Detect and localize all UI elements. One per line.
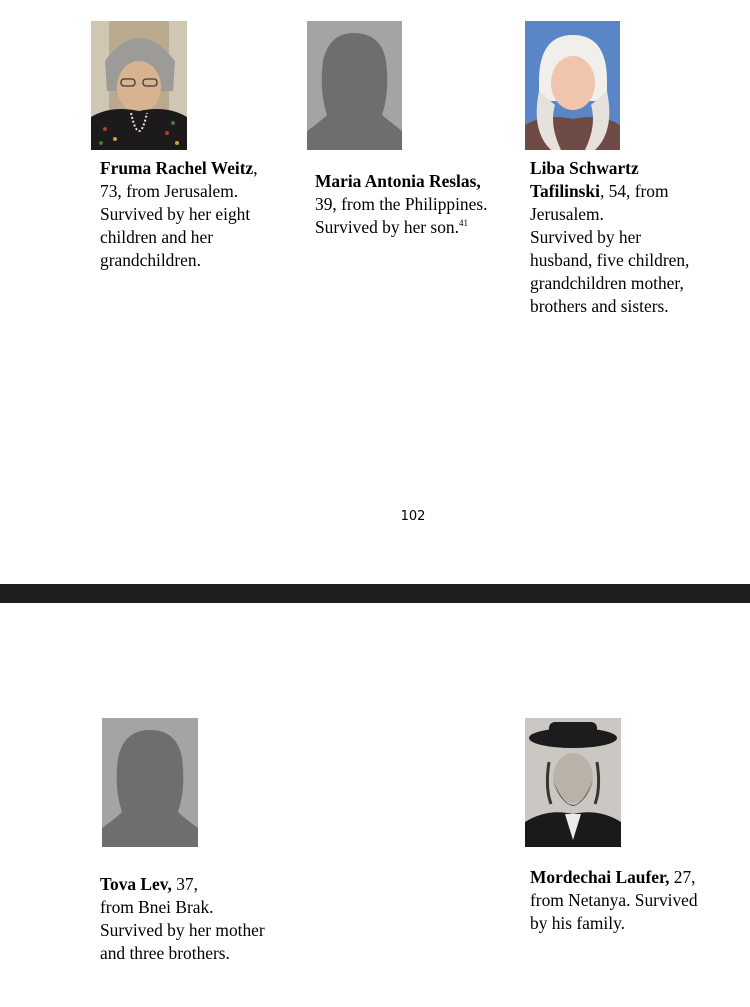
- victim-detail: children and her: [100, 227, 213, 247]
- victim-photo-laufer: [525, 718, 621, 847]
- victim-photo-weitz: [91, 21, 187, 150]
- footnote-marker: 41: [458, 218, 468, 228]
- victim-caption-laufer: Mordechai Laufer, 27, from Netanya. Survived by his family.: [530, 867, 698, 933]
- victim-name: Maria Antonia Reslas,: [315, 171, 481, 191]
- victim-caption-weitz: Fruma Rachel Weitz, 73, from Jerusalem. Survived by her eight children and her grandchildren.: [100, 158, 258, 270]
- victim-caption-lev: Tova Lev, 37, from Bnei Brak. Survived by her mother and three brothers.: [100, 874, 265, 963]
- document-page-next: [0, 603, 750, 1007]
- victim-caption-reslas: [315, 170, 487, 239]
- victim-detail: Survived by her eight: [100, 204, 251, 224]
- victim-name: Mordechai Laufer,: [530, 867, 670, 887]
- page-separator: [0, 584, 750, 603]
- victim-name: Tova Lev,: [100, 874, 172, 894]
- victim-name-continued: Tafilinski: [530, 181, 600, 201]
- victim-detail: and three brothers.: [100, 943, 230, 963]
- victim-detail: Survived by her: [530, 227, 642, 247]
- victim-detail: Survived by her son.: [315, 217, 459, 237]
- victim-name: Fruma Rachel Weitz: [100, 158, 254, 178]
- victim-photo-tafilinski: [525, 21, 620, 150]
- victim-detail: grandchildren mother,: [530, 273, 684, 293]
- victim-detail: by his family.: [530, 913, 625, 933]
- victim-detail: from Netanya. Survived: [530, 890, 698, 910]
- victim-photo-lev-silhouette: [102, 718, 198, 847]
- victim-detail: from Bnei Brak.: [100, 897, 214, 917]
- page-number: 102: [400, 509, 426, 524]
- victim-photo-reslas-silhouette: [307, 21, 402, 150]
- victim-detail: grandchildren.: [100, 250, 201, 270]
- victim-detail: brothers and sisters.: [530, 296, 669, 316]
- victim-detail: 39, from the Philippines.: [315, 194, 488, 214]
- victim-detail: Jerusalem.: [530, 204, 604, 224]
- victim-name: Liba Schwartz: [530, 158, 639, 178]
- victim-detail: 73, from Jerusalem.: [100, 181, 239, 201]
- victim-detail: husband, five children,: [530, 250, 690, 270]
- victim-caption-tafilinski: Liba Schwartz Tafilinski, 54, from Jerusalem. Survived by her husband, five children, grandchildren mother, brothers and sisters.: [530, 158, 690, 316]
- victim-detail: Survived by her mother: [100, 920, 265, 940]
